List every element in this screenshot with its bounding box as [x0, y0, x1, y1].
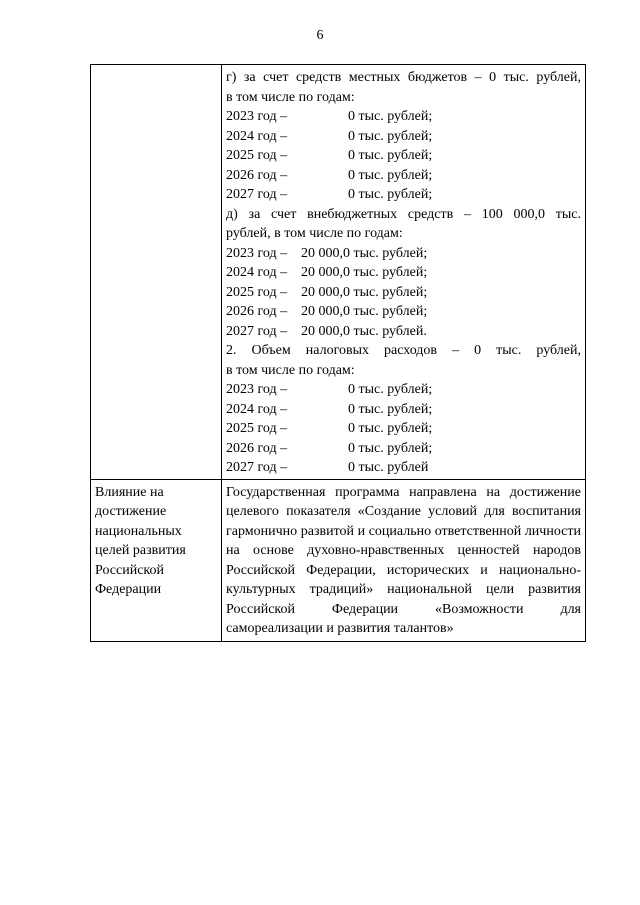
- year-value: 20 000,0 тыс. рублей;: [301, 304, 428, 319]
- year-label: 2024 год –: [226, 128, 288, 144]
- extrabudget-subheader: рублей, в том числе по годам:: [226, 226, 403, 241]
- tax-expenses-subheader: в том числе по годам:: [226, 362, 355, 378]
- tax-year-row: [226, 458, 581, 478]
- influence-text-cell: Государственная программа направлена на достижение целевого показателя «Создание условий для воспитания гармонично развитой и социально ответственной личности на основе духовно-нравственных ценностей народов Российской Федерации, исторических и национально-культурных традиций» национальной цели развития Российской Федерации «Возможности для самореализации и развития талантов»: [222, 479, 586, 641]
- tax-year-row: [226, 439, 581, 459]
- year-label: 2023 год –: [226, 382, 288, 397]
- influence-label-cell: [91, 479, 222, 641]
- year-value: 0 тыс. рублей;: [348, 109, 433, 124]
- year-label: 2024 год –: [226, 401, 288, 417]
- tax-year-row: [226, 419, 581, 439]
- year-value: 20 000,0 тыс. рублей.: [301, 323, 427, 339]
- finance-label-cell: [91, 65, 222, 480]
- year-label: 2026 год –: [226, 304, 288, 319]
- year-label: 2025 год –: [226, 148, 288, 163]
- extra-year-row: [226, 283, 581, 303]
- year-value: 0 тыс. рублей;: [348, 401, 433, 417]
- tax-expenses-header: 2. Объем налоговых расходов – 0 тыс. рублей,: [226, 343, 581, 358]
- year-label: 2027 год –: [226, 187, 288, 202]
- year-value: 20 000,0 тыс. рублей;: [301, 245, 428, 261]
- local-year-row: [226, 146, 581, 166]
- influence-label-line: Влияние на: [95, 484, 164, 500]
- year-value: 0 тыс. рублей;: [348, 440, 433, 456]
- year-value: 0 тыс. рублей;: [348, 128, 433, 144]
- local-budget-subheader: в том числе по годам:: [226, 89, 355, 105]
- year-value: 20 000,0 тыс. рублей;: [301, 265, 428, 280]
- year-value: 0 тыс. рублей;: [348, 382, 433, 397]
- year-value: 0 тыс. рублей;: [348, 187, 433, 202]
- extra-year-row: [226, 244, 581, 264]
- year-label: 2026 год –: [226, 167, 288, 183]
- year-label: 2023 год –: [226, 109, 288, 124]
- local-budget-header: г) за счет средств местных бюджетов – 0 тыс. рублей,: [226, 70, 581, 85]
- year-label: 2025 год –: [226, 284, 288, 300]
- influence-row: [91, 479, 586, 641]
- extra-year-row: [226, 322, 581, 342]
- influence-label-line: национальных: [95, 523, 182, 539]
- year-label: 2025 год –: [226, 421, 288, 436]
- year-value: 0 тыс. рублей;: [348, 167, 433, 183]
- finance-row: [91, 65, 586, 480]
- year-value: 0 тыс. рублей: [348, 460, 429, 475]
- year-value: 20 000,0 тыс. рублей;: [301, 284, 428, 300]
- page-number: 6: [316, 28, 324, 43]
- year-value: 0 тыс. рублей;: [348, 421, 433, 436]
- influence-label-line: Федерации: [95, 582, 162, 597]
- year-label: 2027 год –: [226, 460, 288, 475]
- extra-year-row: [226, 302, 581, 322]
- local-year-row: [226, 185, 581, 205]
- year-label: 2027 год –: [226, 323, 288, 339]
- year-label: 2026 год –: [226, 440, 288, 456]
- tax-year-row: [226, 400, 581, 420]
- year-label: 2023 год –: [226, 245, 288, 261]
- influence-label-line: достижение: [95, 504, 167, 519]
- extrabudget-header: д) за счет внебюджетных средств – 100 000,0 тыс.: [226, 206, 581, 222]
- finance-volume-cell: [222, 65, 586, 480]
- local-year-row: [226, 166, 581, 186]
- year-value: 0 тыс. рублей;: [348, 148, 433, 163]
- influence-label-line: целей развития: [95, 543, 186, 558]
- influence-label-line: Российской: [95, 562, 164, 578]
- tax-year-row: [226, 380, 581, 400]
- local-year-row: [226, 107, 581, 127]
- year-label: 2024 год –: [226, 265, 288, 280]
- extra-year-row: [226, 263, 581, 283]
- program-passport-table: [90, 64, 586, 642]
- local-year-row: [226, 127, 581, 147]
